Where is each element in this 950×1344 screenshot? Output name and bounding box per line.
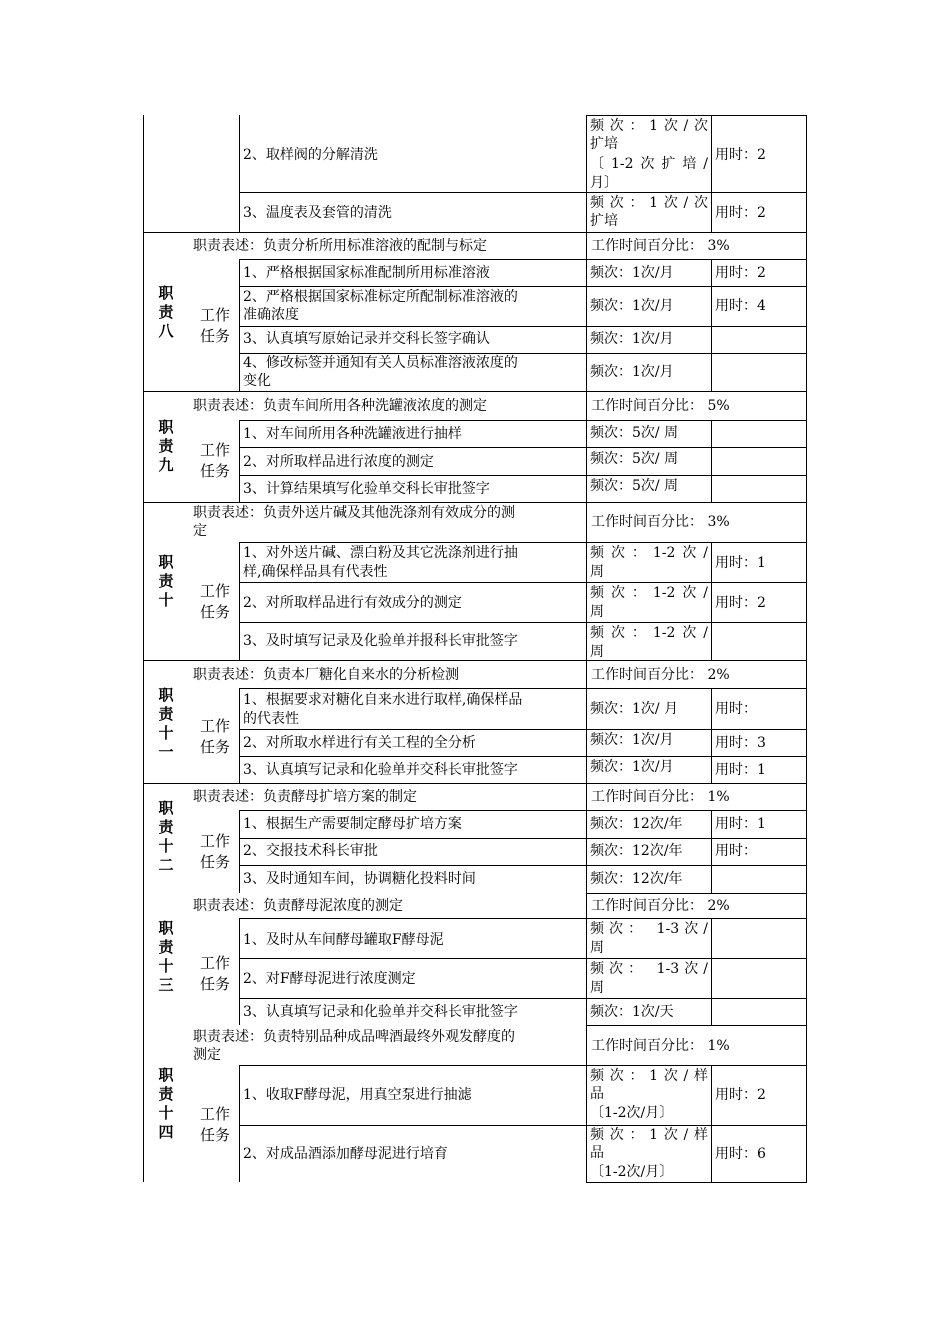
time-percent: 工作时间百分比： 2% xyxy=(591,898,730,914)
frequency-text: 频次：5次/ 周 xyxy=(590,425,679,441)
task-text: 3、认真填写记录和化验单并交科长审批签字 xyxy=(243,762,518,778)
frequency-text: 频次：1次/样 xyxy=(590,1068,708,1084)
frequency-text: 扩培 xyxy=(590,136,618,152)
usedtime-col-left-border xyxy=(711,688,712,783)
table-border-top xyxy=(586,115,807,116)
work-tasks-label: 工作任务 xyxy=(199,717,230,756)
task-text: 准确浓度 xyxy=(243,307,299,323)
time-used-text: 用时： xyxy=(715,843,757,859)
time-used-text: 用时：4 xyxy=(715,298,766,314)
row-divider xyxy=(239,353,807,354)
task-text: 3、及时填写记录及化验单并报科长审批签字 xyxy=(243,633,518,649)
statement-divider xyxy=(239,1065,807,1066)
duty-label: 职责十一 xyxy=(158,686,174,761)
frequency-text: 频次：1次/月 xyxy=(590,265,674,281)
task-text: 2、取样阀的分解清洗 xyxy=(243,147,378,163)
statement-divider xyxy=(239,918,807,919)
task-text: 1、根据生产需要制定酵母扩培方案 xyxy=(243,816,462,832)
time-used-text: 用时：1 xyxy=(715,762,766,778)
frequency-text: 扩培 xyxy=(590,213,618,229)
duty-divider xyxy=(143,502,807,503)
task-text: 1、根据要求对糖化自来水进行取样,确保样品 xyxy=(243,692,523,708)
frequency-text: 频次：1次/月 xyxy=(590,331,674,347)
usedtime-col-left-border xyxy=(711,542,712,660)
frequency-text: 频次：1次/月 xyxy=(590,298,674,314)
task-text: 2、交报技术科长审批 xyxy=(243,843,378,859)
usedtime-col-left-border xyxy=(711,810,712,893)
task-text: 3、认真填写原始记录并交科长签字确认 xyxy=(243,331,490,347)
frequency-text: 频次：1-2次/ xyxy=(590,625,708,641)
table-border-right xyxy=(806,115,807,1182)
time-percent: 工作时间百分比： 2% xyxy=(591,667,730,683)
frequency-text: 周 xyxy=(590,644,604,660)
statement-divider xyxy=(239,810,807,811)
time-percent: 工作时间百分比： 3% xyxy=(591,238,730,254)
duty-divider xyxy=(586,893,807,894)
task-text: 1、对车间所用各种洗罐液进行抽样 xyxy=(243,426,462,442)
time-used-text: 用时：1 xyxy=(715,555,766,571)
time-used-text: 用时：2 xyxy=(715,147,766,163)
frequency-text: 频次：12次/年 xyxy=(590,871,683,887)
frequency-text: 〔1-2次/月〕 xyxy=(590,1164,674,1180)
task-text: 1、对外送片碱、漂白粉及其它洗涤剂进行抽 xyxy=(243,545,518,561)
task-text: 3、认真填写记录和化验单并交科长审批签字 xyxy=(243,1004,518,1020)
duty-statement: 职责表述：负责酵母泥浓度的测定 xyxy=(193,898,403,914)
row-divider xyxy=(239,998,807,999)
task-text: 1、收取F酵母泥，用真空泵进行抽滤 xyxy=(243,1087,472,1103)
row-divider xyxy=(239,447,807,448)
task-text: 4、修改标签并通知有关人员标准溶液浓度的 xyxy=(243,355,518,371)
work-tasks-label: 工作任务 xyxy=(199,441,230,480)
row-divider xyxy=(239,838,807,839)
task-text: 2、对所取样品进行有效成分的测定 xyxy=(243,595,462,611)
time-used-text: 用时：2 xyxy=(715,265,766,281)
row-divider xyxy=(239,286,807,287)
frequency-text: 频次：1次/天 xyxy=(590,1004,674,1020)
duty-divider xyxy=(143,232,807,233)
task-text: 3、温度表及套管的清洗 xyxy=(243,205,392,221)
duty-statement: 定 xyxy=(193,523,207,539)
duty-label: 职责十四 xyxy=(158,1066,174,1141)
row-divider xyxy=(239,1125,807,1126)
row-divider xyxy=(239,192,807,193)
task-col-left-border xyxy=(239,420,240,502)
row-divider xyxy=(239,958,807,959)
duty-statement: 职责表述：负责本厂糖化自来水的分析检测 xyxy=(193,667,459,683)
row-divider xyxy=(239,622,807,623)
frequency-text: 〔1-2次/月〕 xyxy=(590,1105,674,1121)
time-used-text: 用时：2 xyxy=(715,595,766,611)
duty-divider xyxy=(143,783,807,784)
frequency-text: 频次：1次/次 xyxy=(590,118,708,134)
row-divider xyxy=(239,729,807,730)
time-used-text: 用时：2 xyxy=(715,205,766,221)
frequency-text: 频次：1次/样 xyxy=(590,1127,708,1143)
task-col-left-border xyxy=(239,918,240,1025)
duty-statement: 职责表述：负责车间所用各种洗罐液浓度的测定 xyxy=(193,398,487,414)
task-col-left-border xyxy=(239,810,240,893)
time-percent: 工作时间百分比： 5% xyxy=(591,398,730,414)
table-border-left xyxy=(143,115,144,1182)
task-text: 1、严格根据国家标准配制所用标准溶液 xyxy=(243,265,490,281)
frequency-text: 频次： 1-3次/ xyxy=(590,961,708,977)
time-percent: 工作时间百分比： 1% xyxy=(591,1038,730,1054)
duty-divider xyxy=(143,391,807,392)
task-text: 变化 xyxy=(243,373,271,389)
work-tasks-label: 工作任务 xyxy=(199,832,230,871)
duty-statement: 职责表述：负责外送片碱及其他洗涤剂有效成分的测 xyxy=(193,505,515,521)
duty-label: 职责十 xyxy=(158,553,174,609)
usedtime-col-left-border xyxy=(711,420,712,502)
duty-divider xyxy=(586,1025,807,1026)
frequency-text: 品 xyxy=(590,1145,604,1161)
frequency-text: 频次：1次/次 xyxy=(590,195,708,211)
frequency-text: 频次：1次/ 月 xyxy=(590,701,679,717)
row-divider xyxy=(239,865,807,866)
duty-label: 职责九 xyxy=(158,418,174,474)
work-tasks-label: 工作任务 xyxy=(199,306,230,345)
frequency-text: 频次： 1-3次/ xyxy=(590,921,708,937)
statement-divider xyxy=(239,688,807,689)
duty-statement: 职责表述：负责特别品种成品啤酒最终外观发酵度的 xyxy=(193,1029,515,1045)
task-text: 样,确保样品具有代表性 xyxy=(243,564,388,580)
task-text: 1、及时从车间酵母罐取F酵母泥 xyxy=(243,932,444,948)
duty-label: 职责十三 xyxy=(158,919,174,994)
task-col-left-border xyxy=(239,1065,240,1182)
time-used-text: 用时：2 xyxy=(715,1087,766,1103)
time-used-text: 用时：1 xyxy=(715,816,766,832)
frequency-text: 频次：12次/年 xyxy=(590,816,683,832)
time-percent: 工作时间百分比： 3% xyxy=(591,514,730,530)
frequency-text: 周 xyxy=(590,604,604,620)
statement-divider xyxy=(239,420,807,421)
table-border-bottom xyxy=(586,1182,807,1183)
task-text: 的代表性 xyxy=(243,711,299,727)
task-col-left-border xyxy=(239,688,240,783)
task-text: 2、对所取水样进行有关工程的全分析 xyxy=(243,735,476,751)
duty-label: 职责八 xyxy=(158,284,174,340)
frequency-text: 〔1-2次扩培/ xyxy=(590,156,708,172)
row-divider xyxy=(239,326,807,327)
time-used-text: 用时： xyxy=(715,701,757,717)
frequency-text: 周 xyxy=(590,980,604,996)
task-text: 3、计算结果填写化验单交科长审批签字 xyxy=(243,481,490,497)
work-tasks-label: 工作任务 xyxy=(199,1105,230,1144)
frequency-text: 频次：12次/年 xyxy=(590,843,683,859)
duty-statement: 职责表述：负责酵母扩培方案的制定 xyxy=(193,789,417,805)
task-text: 2、严格根据国家标准标定所配制标准溶液的 xyxy=(243,289,518,305)
frequency-text: 周 xyxy=(590,940,604,956)
frequency-text: 频次：1-2次/ xyxy=(590,585,708,601)
task-text: 2、对F酵母泥进行浓度测定 xyxy=(243,971,416,987)
row-divider xyxy=(239,582,807,583)
frequency-text: 月〕 xyxy=(590,175,618,191)
task-col-left-border xyxy=(239,115,240,232)
frequency-text: 频次：5次/ 周 xyxy=(590,451,679,467)
frequency-text: 品 xyxy=(590,1086,604,1102)
statement-divider xyxy=(239,542,807,543)
task-text: 3、及时通知车间，协调糖化投料时间 xyxy=(243,871,476,887)
time-percent: 工作时间百分比： 1% xyxy=(591,789,730,805)
duty-statement: 测定 xyxy=(193,1047,221,1063)
usedtime-col-left-border xyxy=(711,918,712,1025)
work-tasks-label: 工作任务 xyxy=(199,582,230,621)
frequency-text: 频次：5次/ 周 xyxy=(590,478,679,494)
duty-statement: 职责表述：负责分析所用标准溶液的配制与标定 xyxy=(193,238,487,254)
duty-divider xyxy=(143,660,807,661)
frequency-text: 频次：1次/月 xyxy=(590,364,674,380)
usedtime-col-left-border xyxy=(711,1065,712,1182)
statement-divider xyxy=(239,259,807,260)
frequency-text: 频次：1-2次/ xyxy=(590,545,708,561)
row-divider xyxy=(239,756,807,757)
frequency-text: 频次：1次/月 xyxy=(590,732,674,748)
task-text: 2、对所取样品进行浓度的测定 xyxy=(243,454,434,470)
task-text: 2、对成品酒添加酵母泥进行培育 xyxy=(243,1146,448,1162)
row-divider xyxy=(239,475,807,476)
time-used-text: 用时：6 xyxy=(715,1146,766,1162)
usedtime-col-left-border xyxy=(711,259,712,391)
frequency-text: 周 xyxy=(590,564,604,580)
work-tasks-label: 工作任务 xyxy=(199,954,230,993)
freq-col-left-border xyxy=(586,115,587,1182)
usedtime-col-left-border xyxy=(711,115,712,232)
frequency-text: 频次：1次/月 xyxy=(590,759,674,775)
task-col-left-border xyxy=(239,542,240,660)
task-col-left-border xyxy=(239,259,240,391)
time-used-text: 用时：3 xyxy=(715,735,766,751)
duty-label: 职责十二 xyxy=(158,799,174,874)
